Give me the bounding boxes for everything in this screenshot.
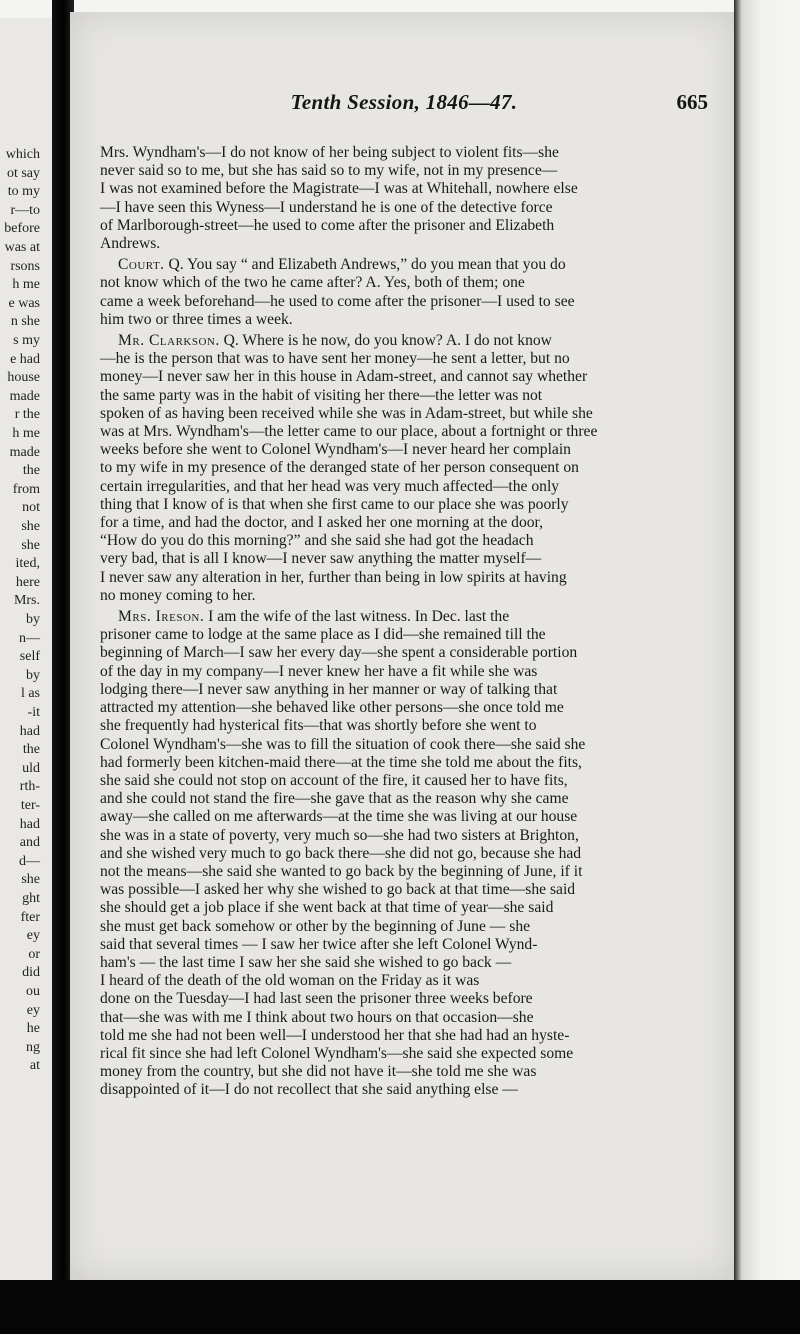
text-line: no money coming to her. bbox=[100, 586, 256, 604]
page-number: 665 bbox=[676, 90, 708, 114]
facing-page-text-fragment: ght bbox=[22, 891, 40, 906]
facing-page-text-fragment: ter- bbox=[20, 798, 40, 813]
facing-page-text-fragment: rsons bbox=[10, 258, 40, 274]
speaker-label: Mr. Clarkson. bbox=[118, 332, 220, 350]
text-line: Mr. Clarkson. Q. Where is he now, do you know? A. I do not know bbox=[118, 332, 552, 350]
facing-page-text-fragment: Mrs. bbox=[13, 593, 40, 609]
facing-page-text-fragment: n she bbox=[10, 314, 40, 330]
text-line: she must get back somehow or other by the beginning of June — she bbox=[100, 917, 531, 935]
text-line: for a time, and had the doctor, and I asked her one morning at the door, bbox=[100, 514, 544, 532]
text-line: was at Mrs. Wyndham's—the letter came to our place, about a fortnight or three bbox=[100, 423, 598, 441]
text-line: ham's — the last time I saw her she said she wished to go back — bbox=[100, 953, 512, 971]
facing-page-text-fragment: at bbox=[29, 1058, 40, 1074]
facing-page-text-fragment: from bbox=[12, 481, 40, 497]
facing-page-text-fragment: and bbox=[19, 835, 40, 851]
facing-page-text-fragment: had bbox=[19, 723, 40, 739]
text-line: thing that I know of is that when she first came to our place she was poorly bbox=[100, 495, 569, 513]
text-line: Mrs. Ireson. I am the wife of the last witness. In Dec. last the bbox=[118, 608, 510, 626]
text-line: prisoner came to lodge at the same place as I did—she remained till the bbox=[100, 626, 546, 644]
text-line: money from the country, but she did not have it—she told me she was bbox=[100, 1063, 537, 1081]
facing-page-text-fragment: fter bbox=[20, 909, 40, 925]
facing-page-text-fragment: before bbox=[4, 221, 40, 237]
scan-bottom-margin bbox=[0, 1280, 800, 1334]
text-line: not know which of the two he came after? A. Yes, both of them; one bbox=[100, 274, 525, 292]
facing-page-text-fragment: n— bbox=[19, 630, 40, 646]
facing-page-text-fragment: s my bbox=[13, 333, 40, 348]
facing-page-text-fragment: e had bbox=[10, 351, 40, 367]
facing-page-text-fragment: self bbox=[19, 649, 40, 665]
text-line: beginning of March—I saw her every day—she spent a considerable portion bbox=[100, 644, 578, 662]
text-line: very bad, that is all I know—I never saw anything the matter myself— bbox=[100, 550, 542, 568]
book-page bbox=[70, 12, 734, 1280]
facing-page-text-fragment: r the bbox=[14, 407, 40, 423]
text-line: I never saw any alteration in her, further than being in low spirits at having bbox=[100, 568, 567, 586]
facing-page-text-fragment: rth- bbox=[19, 779, 40, 795]
text-line: I heard of the death of the old woman on the Friday as it was bbox=[100, 972, 480, 990]
running-head: Tenth Session, 1846—47. bbox=[290, 90, 518, 114]
facing-page-text-fragment: h me bbox=[12, 426, 40, 441]
facing-page-text-fragment: by bbox=[26, 667, 40, 683]
text-line: and she could not stand the fire—she gave that as the reason why she came bbox=[100, 790, 569, 808]
text-line: money—I never saw her in this house in Adam-street, and cannot say whether bbox=[100, 368, 588, 386]
facing-page-text-fragment: ng bbox=[26, 1039, 40, 1055]
text-line: was possible—I asked her why she wished to go back at that time—she said bbox=[100, 881, 576, 899]
text-line: had formerly been kitchen-maid there—at the time she told me about the fits, bbox=[100, 753, 582, 771]
facing-page-text-fragment: not bbox=[22, 500, 40, 516]
text-line: —I have seen this Wyness—I understand he is one of the detective force bbox=[100, 198, 553, 216]
text-line: of Marlborough-street—he used to come after the prisoner and Elizabeth bbox=[100, 216, 555, 234]
text-line: rical fit since she had left Colonel Wyndham's—she said she expected some bbox=[100, 1044, 574, 1062]
text-line: attracted my attention—she behaved like other persons—she once told me bbox=[100, 699, 564, 717]
text-line: “How do you do this morning?” and she said she had got the headach bbox=[100, 532, 534, 550]
facing-page-text-fragment: r—to bbox=[10, 202, 40, 218]
facing-page-text-fragment: d— bbox=[19, 853, 40, 869]
text-line: and she wished very much to go back there—she did not go, because she had bbox=[100, 844, 582, 862]
text-line: him two or three times a week. bbox=[100, 310, 293, 328]
text-line: spoken of as having been received while she was in Adam-street, but while she bbox=[100, 404, 593, 422]
facing-page-text-fragment: had bbox=[19, 816, 40, 832]
text-line: she was in a state of poverty, very much so—she had two sisters at Brighton, bbox=[100, 826, 579, 844]
text-line: Mrs. Wyndham's—I do not know of her being subject to violent fits—she bbox=[100, 144, 559, 161]
facing-page-text-fragment: which bbox=[5, 147, 40, 162]
facing-page-text-fragment: ot say bbox=[6, 165, 40, 181]
text-line: came a week beforehand—he used to come after the prisoner—I used to see bbox=[100, 292, 575, 310]
text-line: told me she had not been well—I understood her that she had had an hyste- bbox=[100, 1026, 570, 1044]
text-line: she should get a job place if she went back at that time of year—she said bbox=[100, 899, 554, 917]
facing-page-text-fragment: by bbox=[26, 612, 40, 627]
facing-page-text-fragment: uld bbox=[22, 760, 40, 776]
facing-page-text-fragment: to my bbox=[7, 184, 40, 200]
text-line: that—she was with me I think about two hours on that occasion—she bbox=[100, 1008, 534, 1026]
text-line: the same party was in the habit of visiting her there—the letter was not bbox=[100, 386, 543, 404]
facing-page-text-fragment: here bbox=[15, 574, 40, 590]
facing-page-fragment bbox=[0, 18, 60, 1280]
body-text bbox=[100, 144, 700, 1100]
facing-page-text-fragment: ey bbox=[26, 1002, 40, 1018]
page-header bbox=[100, 90, 708, 120]
text-line: done on the Tuesday—I had last seen the prisoner three weeks before bbox=[100, 990, 533, 1008]
text-line: certain irregularities, and that her head was very much affected—the only bbox=[100, 477, 560, 495]
text-line: not the means—she said she wanted to go back by the beginning of June, if it bbox=[100, 862, 583, 880]
text-line: Colonel Wyndham's—she was to fill the situation of cook there—she said she bbox=[100, 735, 586, 753]
facing-page-text-fragment: made bbox=[9, 388, 40, 404]
facing-page-text-fragment: was at bbox=[4, 240, 40, 255]
facing-page-text-fragment: house bbox=[7, 370, 40, 386]
text-line: never said so to me, but she has said so to my wife, not in my presence— bbox=[100, 162, 558, 180]
speaker-label: Court. bbox=[118, 256, 165, 274]
facing-page-text-fragment: she bbox=[21, 872, 40, 888]
facing-page-text-fragment: l as bbox=[20, 686, 40, 702]
text-line: to my wife in my presence of the deranged state of her person consequent on bbox=[100, 459, 579, 477]
facing-page-text-fragment: she bbox=[21, 519, 40, 534]
text-line: said that several times — I saw her twice after she left Colonel Wynd- bbox=[100, 935, 538, 953]
facing-page-text-fragment: ited, bbox=[15, 556, 40, 572]
text-line: I was not examined before the Magistrate—I was at Whitehall, nowhere else bbox=[100, 180, 578, 198]
text-line: she said she could not stop on account of the fire, it caused her to have fits, bbox=[100, 771, 568, 789]
facing-page-text-fragment: the bbox=[22, 463, 40, 479]
text-line: lodging there—I never saw anything in her manner or way of talking that bbox=[100, 680, 558, 698]
text-line: Andrews. bbox=[100, 235, 161, 253]
page-edge bbox=[734, 0, 800, 1334]
facing-page-text-fragment: ey bbox=[26, 928, 40, 944]
text-line: away—she called on me afterwards—at the time she was living at our house bbox=[100, 808, 578, 826]
facing-page-text-fragment: did bbox=[22, 965, 40, 981]
facing-page-text-fragment: e was bbox=[8, 295, 40, 311]
text-line: weeks before she went to Colonel Wyndham's—I never heard her complain bbox=[100, 441, 571, 459]
facing-page-text-fragment: he bbox=[26, 1021, 40, 1037]
text-line: —he is the person that was to have sent her money—he sent a letter, but no bbox=[100, 350, 570, 368]
facing-page-text-fragment: or bbox=[28, 946, 40, 962]
facing-page-text-fragment: h me bbox=[12, 277, 40, 293]
facing-page-text-fragment: made bbox=[9, 444, 40, 460]
text-line: of the day in my company—I never knew her have a fit while she was bbox=[100, 662, 538, 680]
facing-page-text-fragment: the bbox=[22, 742, 40, 758]
facing-page-text-fragment: -it bbox=[27, 705, 40, 720]
facing-page-text-fragment: ou bbox=[26, 984, 40, 999]
speaker-label: Mrs. Ireson. bbox=[118, 608, 205, 626]
text-line: Court. Q. You say “ and Elizabeth Andrews,” do you mean that you do bbox=[118, 256, 566, 274]
text-line: disappointed of it—I do not recollect that she said anything else — bbox=[100, 1081, 518, 1099]
facing-page-text-fragment: she bbox=[21, 537, 40, 553]
text-line: she frequently had hysterical fits—that was shortly before she went to bbox=[100, 717, 537, 735]
